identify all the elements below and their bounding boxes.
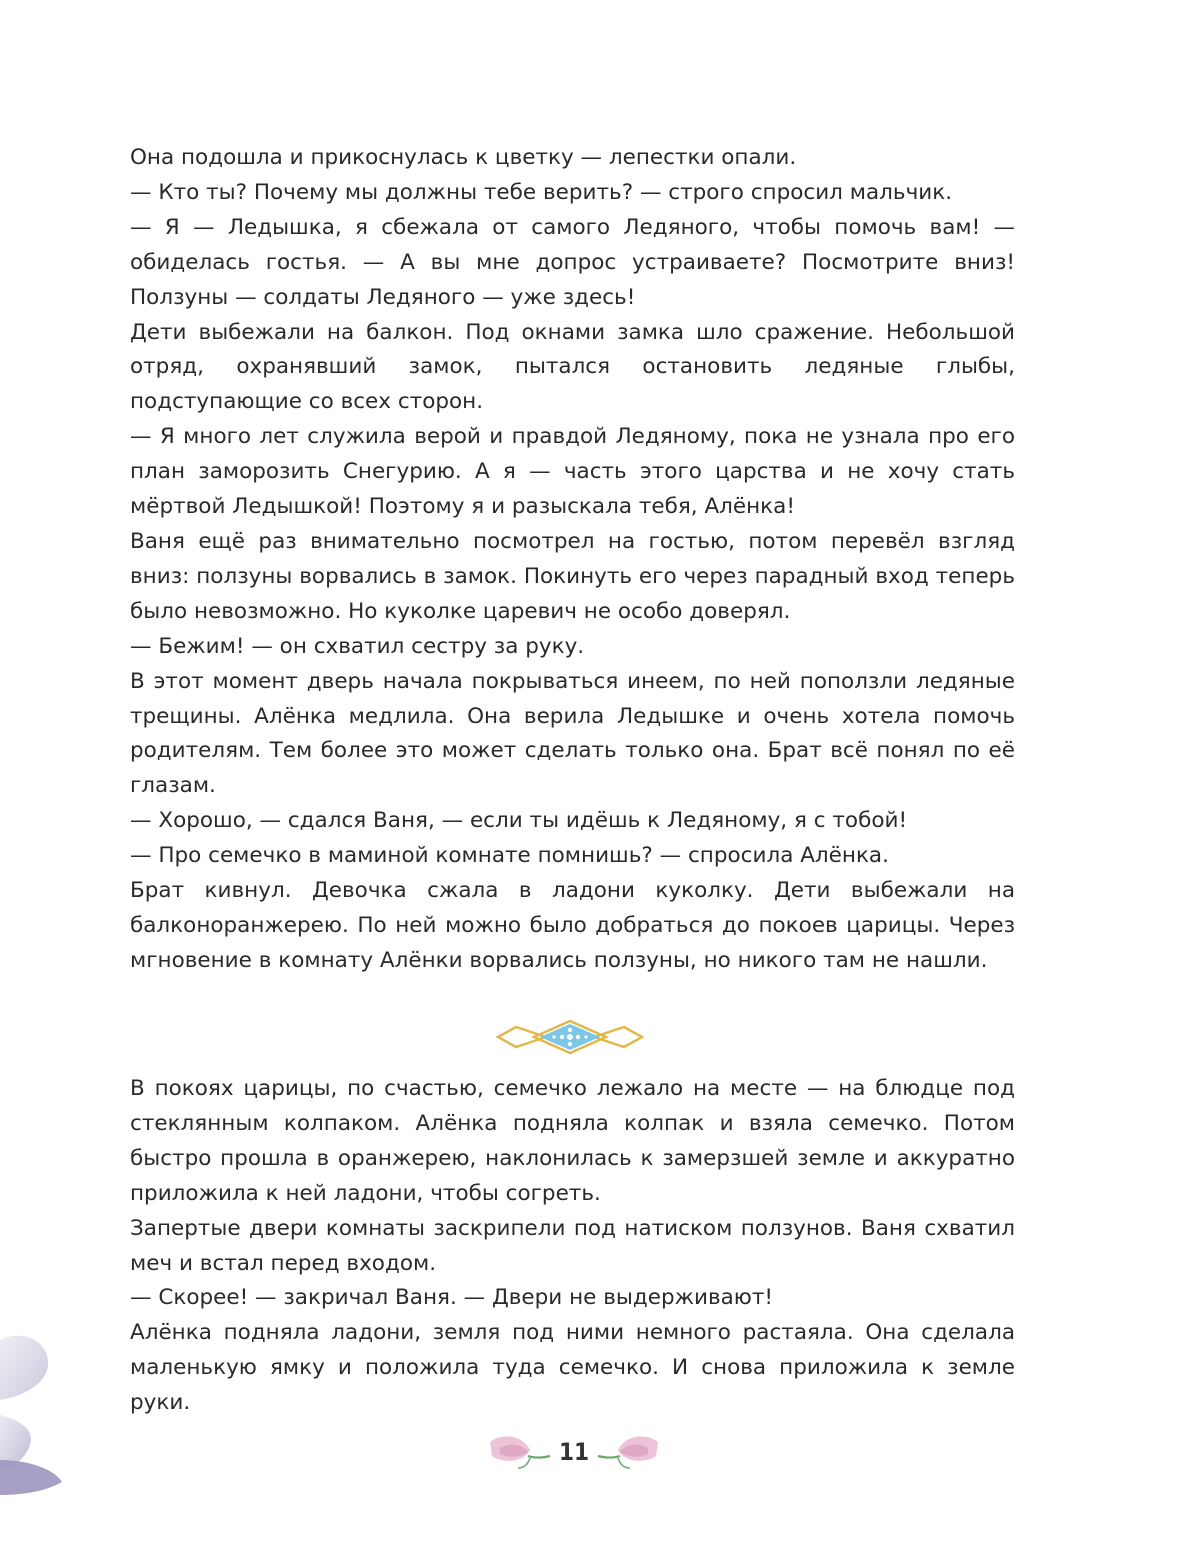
paragraph: Брат кивнул. Девочка сжала в ладони куколку. Дети выбежали на балконоранжерею. По ней можно было добраться до покоев царицы. Через мгновение в комнату Алёнки ворвались ползуны, но никого там не нашли.	[130, 878, 1015, 973]
paragraph: — Я много лет служила верой и правдой Ледяному, пока не узнала про его план заморозить Снегурию. А я — часть этого царства и не хочу стать мёртвой Ледышкой! Поэтому я и разыскала тебя, Алёнка!	[130, 424, 1015, 520]
paragraph: — Скорее! — закричал Ваня. — Двери не выдерживают!	[130, 1285, 774, 1311]
paragraph: Она подошла и прикоснулась к цветку — лепестки опали.	[130, 145, 797, 170]
paragraph: — Про семечко в маминой комнате помнишь? — спросила Алёнка.	[130, 843, 889, 869]
paragraph: В этот момент дверь начала покрываться инеем, по ней поползли ледяные трещины. Алёнка медлила. Она верила Ледышке и очень хотела помочь родителям. Тем более это может сделать только она. Брат всё понял по её глазам.	[130, 668, 1015, 799]
page-footer	[484, 1428, 664, 1480]
paragraph: — Бежим! — он схватил сестру за руку.	[130, 633, 585, 659]
watercolor-brush-decoration	[0, 1320, 90, 1500]
paragraph: Алёнка подняла ладони, земля под ними немного растаяла. Она сделала маленькую ямку и положила туда семечко. И снова приложила к земле руки.	[130, 1320, 1015, 1416]
paragraph: В покоях царицы, по счастью, семечко лежало на месте — на блюдце под стеклянным колпаком. Алёнка подняла колпак и взяла семечко. Потом быстро прошла в оранжерею, наклонилась к замерзшей земле и аккуратно приложила к ней ладони, чтобы согреть.	[130, 1076, 1015, 1206]
page-number: 11	[558, 1438, 590, 1466]
paragraph: Ваня ещё раз внимательно посмотрел на гостью, потом перевёл взгляд вниз: ползуны ворвались в замок. Покинуть его через парадный вход теперь было невозможно. Но куколке царевич не особо доверял.	[130, 528, 1015, 624]
paragraph: Дети выбежали на балкон. Под окнами замка шло сражение. Небольшой отряд, охранявший замок, пытался остановить ледяные глыбы, подступающие со всех сторон.	[130, 319, 1015, 415]
paragraph: Запертые двери комнаты заскрипели под натиском ползунов. Ваня схватил меч и встал перед входом.	[130, 1215, 1015, 1276]
paragraph: — Хорошо, — сдался Ваня, — если ты идёшь к Ледяному, я с тобой!	[130, 808, 908, 834]
section-divider-ornament	[494, 1017, 646, 1057]
text-section-bottom	[130, 1072, 1015, 1421]
flower-bud-right-icon	[594, 1428, 664, 1478]
paragraph: — Кто ты? Почему мы должны тебе верить? — строго спросил мальчик.	[130, 179, 953, 205]
text-section-top	[130, 141, 1015, 979]
paragraph: — Я — Ледышка, я сбежала от самого Ледяного, чтобы помочь вам! — обиделась гостья. — А вы мне допрос устраиваете? Посмотрите вниз! Ползуны — солдаты Ледяного — уже здесь!	[130, 214, 1015, 310]
